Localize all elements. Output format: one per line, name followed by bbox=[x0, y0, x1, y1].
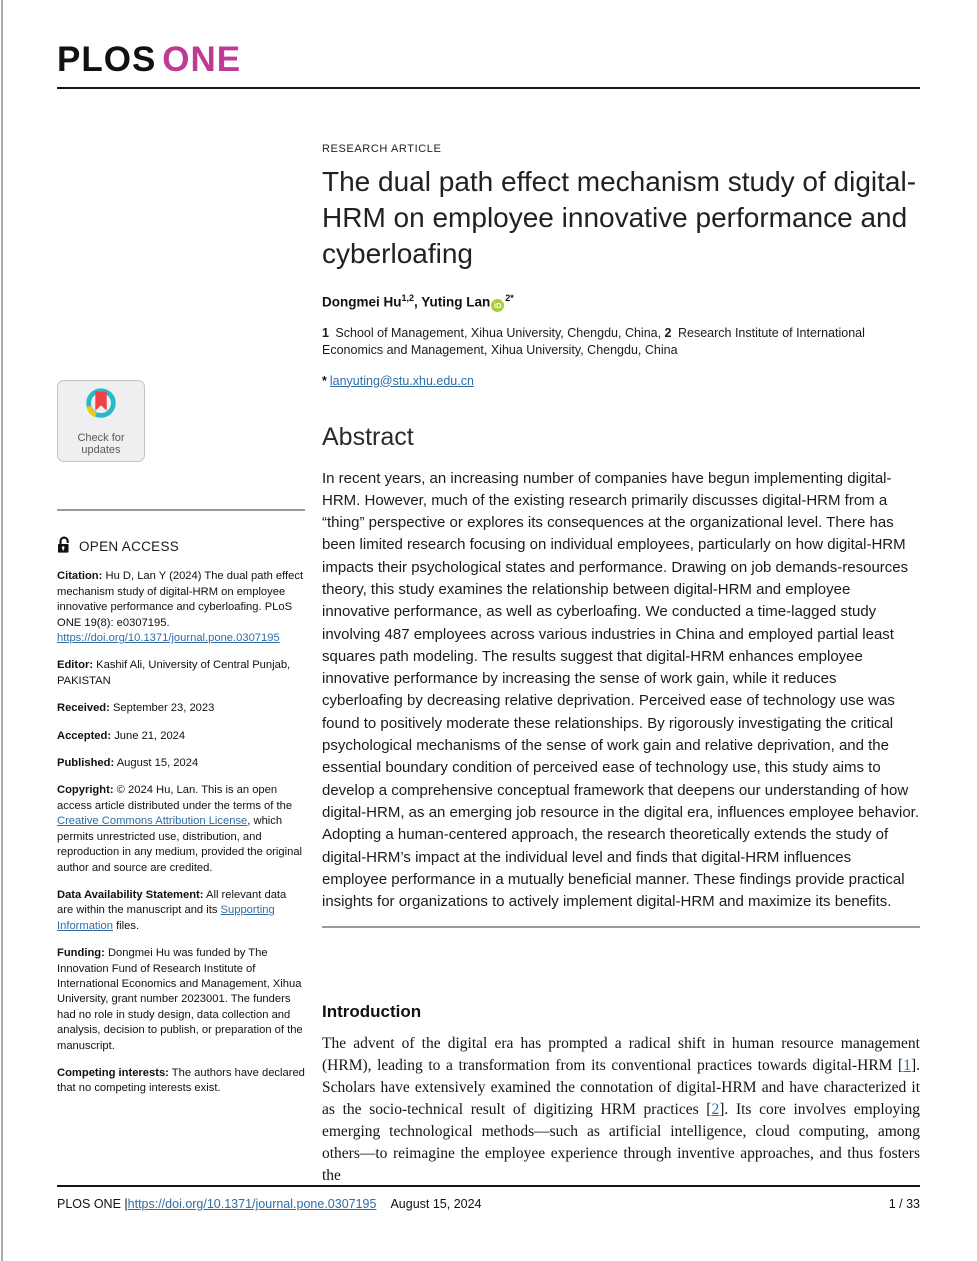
orcid-icon[interactable]: iD bbox=[491, 299, 504, 312]
footer-left bbox=[57, 1197, 482, 1211]
open-lock-icon bbox=[57, 536, 72, 557]
data-availability-pre: All relevant data are within the manuscript and its bbox=[57, 888, 287, 917]
affiliation-1-text: School of Management, Xihua University, Chengdu, China, bbox=[331, 325, 665, 340]
received-date: September 23, 2023 bbox=[112, 702, 215, 715]
logo-one-text: ONE bbox=[162, 40, 242, 79]
sidebar-divider bbox=[57, 509, 305, 511]
published-label: Published: bbox=[57, 757, 115, 770]
copyright-block bbox=[57, 783, 305, 875]
author-1-name: Dongmei Hu bbox=[322, 294, 402, 310]
citation-text: Hu D, Lan Y (2024) The dual path effect mechanism study of digital-HRM on employee innovative performance and cyberloafing. PLoS ONE 19(8): e0307195. bbox=[57, 570, 304, 629]
affiliation-2-text: Research Institute of International Economics and Management, Xihua University, Chengdu, China bbox=[322, 325, 865, 357]
intro-text-2: ]. Scholars have extensively examined the connotation of digital-HRM and have characterized it as the socio-technical result of digitizing HRM practices [ bbox=[322, 1057, 920, 1119]
supporting-information-link[interactable]: Supporting Information bbox=[57, 904, 275, 932]
check-for-updates-badge[interactable] bbox=[57, 380, 145, 462]
accepted-block bbox=[57, 729, 305, 744]
footer-journal-name: PLOS ONE | bbox=[57, 1197, 128, 1211]
citation-block bbox=[57, 569, 305, 646]
author-1-affiliation-sup: 1,2 bbox=[401, 293, 415, 303]
published-date: August 15, 2024 bbox=[116, 757, 199, 770]
plos-one-logo bbox=[57, 40, 241, 80]
funding-text: Dongmei Hu was funded by The Innovation Fund of Research Institute of International Economics and Management, Xihua University, grant number 2023001. The funders had no role in study design, data collection and analysis, decision to publish, or preparation of the manuscript. bbox=[57, 947, 303, 1052]
footer-page-number: 1 / 33 bbox=[888, 1197, 920, 1211]
footer-divider bbox=[57, 1185, 920, 1187]
received-block bbox=[57, 701, 305, 716]
check-updates-line2: updates bbox=[81, 444, 121, 457]
correspondence-star: * bbox=[322, 373, 327, 388]
editor-text: Kashif Ali, University of Central Punjab, PAKISTAN bbox=[57, 659, 291, 687]
introduction-text bbox=[322, 1033, 920, 1187]
reference-1-link[interactable]: 1 bbox=[903, 1057, 911, 1075]
accepted-label: Accepted: bbox=[57, 729, 112, 742]
corresponding-author-star: * bbox=[510, 293, 514, 303]
page-footer bbox=[57, 1197, 920, 1211]
correspondence-line bbox=[322, 374, 920, 388]
article-content bbox=[322, 143, 920, 1187]
competing-interests-text: The authors have declared that no competing interests exist. bbox=[57, 1066, 305, 1095]
copyright-pre: © 2024 Hu, Lan. This is an open access article distributed under the terms of the bbox=[57, 784, 293, 812]
introduction-heading: Introduction bbox=[322, 1002, 422, 1022]
funding-label: Funding: bbox=[57, 947, 105, 960]
affiliation-2-number: 2 bbox=[664, 325, 672, 340]
affiliations bbox=[322, 325, 920, 359]
editor-label: Editor: bbox=[57, 659, 94, 672]
citation-doi-link[interactable]: https://doi.org/10.1371/journal.pone.0307195 bbox=[57, 632, 280, 645]
data-availability-label: Data Availability Statement: bbox=[57, 888, 204, 901]
funding-block bbox=[57, 946, 305, 1054]
open-access-row bbox=[57, 536, 305, 557]
editor-block bbox=[57, 658, 305, 689]
intro-text-1: The advent of the digital era has prompted a radical shift in human resource management (HRM), leading to a transformation from its conventional practices towards digital-HRM [ bbox=[322, 1035, 920, 1075]
competing-interests-block bbox=[57, 1066, 305, 1097]
author-2-affiliation-sup: 2 bbox=[505, 293, 511, 303]
metadata-sidebar bbox=[57, 380, 305, 1097]
data-availability-post: files. bbox=[112, 919, 140, 932]
header-divider bbox=[57, 87, 920, 89]
article-title: The dual path effect mechanism study of digital-HRM on employee innovative performance and cyberloafing bbox=[322, 166, 917, 269]
copyright-post: , which permits unrestricted use, distribution, and reproduction in any medium, provided the original author and source are credited. bbox=[57, 815, 303, 874]
accepted-date: June 21, 2024 bbox=[114, 729, 186, 742]
author-2-name: , Yuting Lan bbox=[414, 294, 491, 310]
published-block bbox=[57, 756, 305, 771]
open-access-label: OPEN ACCESS bbox=[79, 539, 180, 554]
author-line bbox=[322, 293, 920, 312]
correspondence-email-link[interactable]: lanyuting@stu.xhu.edu.cn bbox=[329, 373, 474, 388]
footer-doi-link[interactable]: https://doi.org/10.1371/journal.pone.0307195 bbox=[127, 1197, 377, 1211]
copyright-label: Copyright: bbox=[57, 784, 114, 797]
received-label: Received: bbox=[57, 702, 110, 715]
footer-date: August 15, 2024 bbox=[390, 1197, 482, 1211]
check-updates-icon bbox=[82, 385, 120, 428]
page-left-edge bbox=[1, 0, 3, 1261]
cc-license-link[interactable]: Creative Commons Attribution License bbox=[57, 815, 248, 828]
check-updates-label bbox=[77, 432, 124, 457]
check-updates-line1: Check for bbox=[77, 431, 125, 444]
data-availability-block bbox=[57, 888, 305, 934]
logo-plos-text: PLOS bbox=[57, 40, 157, 79]
abstract-text: In recent years, an increasing number of companies have begun implementing digital-HRM. However, much of the existing research primarily discusses digital-HRM from a “thing” perspective or explores its consequences at the organizational level. There has been limited research focusing on individual employees, particularly on how digital-HRM impacts their psychological states and performance. Drawing on job demands-resources theory, this study examines the relationship between digital-HRM and employee innovative performance, as well as cyberloafing. We conducted a time-lagged study involving 487 employees across various industries in China and employed partial least squares path modeling. The results suggest that digital-HRM enhances employee innovative performance by increasing the sense of work gain, while it reduces cyberloafing by decreasing relative deprivation. Perceived ease of technology use was found to positively moderate these relationships. By rigorously investigating the critical psychological mechanisms of the sense of work gain and relative deprivation, and the essential boundary condition of perceived ease of technology use, this study aims to develop a comprehensive conceptual framework that deepens our understanding of how digital-HRM, as an emerging job resource in the digital era, influences employee behavior. Adopting a human-centered approach, the research theoretically extends the study of digital-HRM’s impact at the individual level and finds that digital-HRM influences employee performance in a mutually beneficial manner. These findings provide practical insights for organizations to actively implement digital-HRM and maximize its benefits. bbox=[322, 469, 919, 911]
competing-interests-label: Competing interests: bbox=[57, 1066, 169, 1079]
citation-label: Citation: bbox=[57, 570, 103, 583]
abstract-divider bbox=[322, 926, 920, 928]
intro-text-3: ]. Its core involves employing emerging technological methods—such as artificial intelligence, cloud computing, among others—to reimagine the employee experience through inventive approaches, and thus fosters the bbox=[322, 1101, 920, 1185]
reference-2-link[interactable]: 2 bbox=[711, 1101, 720, 1119]
affiliation-1-number: 1 bbox=[322, 325, 329, 340]
abstract-heading: Abstract bbox=[322, 422, 414, 451]
article-type-kicker: RESEARCH ARTICLE bbox=[322, 143, 442, 155]
